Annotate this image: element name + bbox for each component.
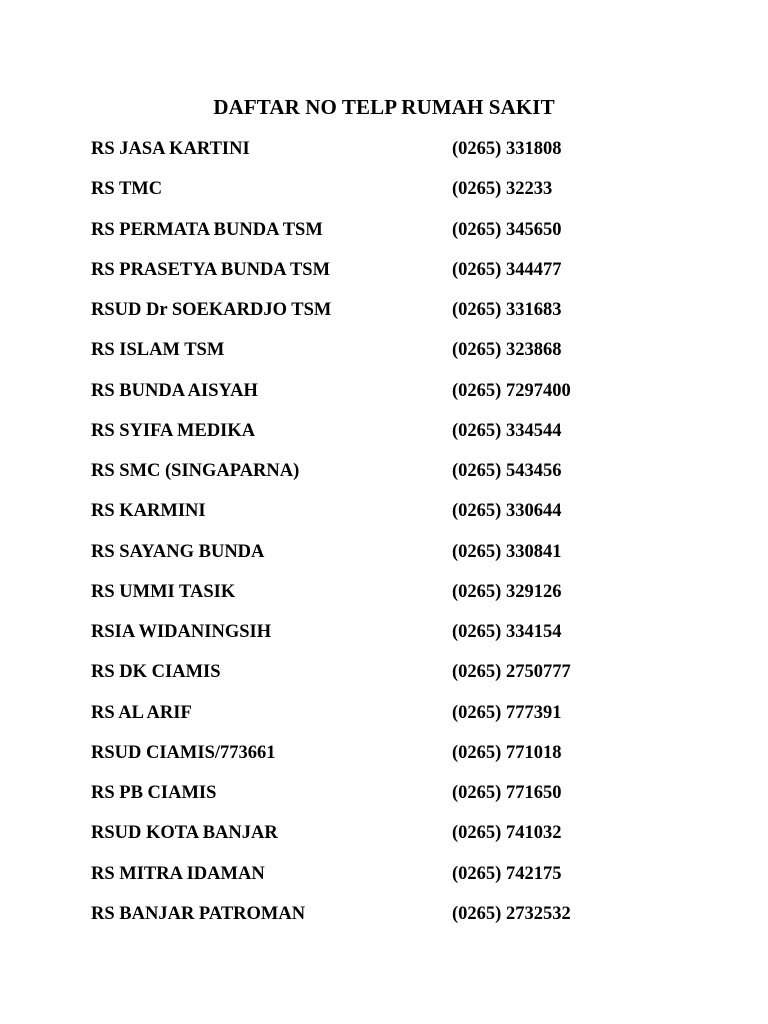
list-item xyxy=(91,335,711,375)
hospital-phone: (0265) 329126 xyxy=(452,581,562,602)
hospital-phone: (0265) 742175 xyxy=(452,863,562,884)
hospital-phone: (0265) 2732532 xyxy=(452,903,571,924)
hospital-name: RSUD CIAMIS/773661 xyxy=(91,742,276,763)
hospital-name: RS DK CIAMIS xyxy=(91,662,221,683)
list-item xyxy=(91,456,711,496)
hospital-phone: (0265) 345650 xyxy=(452,219,562,240)
hospital-phone: (0265) 323868 xyxy=(452,340,562,361)
hospital-name: RS UMMI TASIK xyxy=(91,581,236,602)
hospital-name: RS JASA KARTINI xyxy=(91,139,250,159)
hospital-phone: (0265) 7297400 xyxy=(452,380,571,401)
list-item xyxy=(91,738,711,778)
hospital-name: RS TMC xyxy=(91,179,163,200)
hospital-name: RSIA WIDANINGSIH xyxy=(91,622,272,642)
list-item xyxy=(91,818,711,858)
list-item xyxy=(91,174,711,214)
hospital-name: RS AL ARIF xyxy=(91,702,192,723)
hospital-phone: (0265) 331808 xyxy=(452,139,562,159)
list-item xyxy=(91,215,711,255)
list-item xyxy=(91,577,711,617)
list-item xyxy=(91,899,711,939)
list-item xyxy=(91,698,711,738)
hospital-name: RS SMC (SINGAPARNA) xyxy=(91,461,300,481)
page-title: DAFTAR NO TELP RUMAH SAKIT xyxy=(213,95,555,119)
hospital-phone: (0265) 334154 xyxy=(452,622,562,642)
hospital-phone: (0265) 543456 xyxy=(452,461,562,481)
list-item xyxy=(91,416,711,456)
hospital-name: RS ISLAM TSM xyxy=(91,340,225,361)
hospital-phone: (0265) 771650 xyxy=(452,783,562,803)
list-item xyxy=(91,617,711,657)
list-item xyxy=(91,859,711,899)
hospital-phone: (0265) 331683 xyxy=(452,300,562,320)
hospital-name: RS SYIFA MEDIKA xyxy=(91,420,256,441)
list-item xyxy=(91,778,711,818)
hospital-phone: (0265) 777391 xyxy=(452,702,562,723)
hospital-phone: (0265) 32233 xyxy=(452,179,553,200)
list-item xyxy=(91,295,711,335)
hospital-phone: (0265) 334544 xyxy=(452,420,562,441)
hospital-name: RS PB CIAMIS xyxy=(91,783,217,803)
list-item xyxy=(91,496,711,536)
hospital-phone-list xyxy=(91,134,711,939)
hospital-name: RSUD Dr SOEKARDJO TSM xyxy=(91,300,332,320)
list-item xyxy=(91,134,711,174)
hospital-name: RS MITRA IDAMAN xyxy=(91,863,265,884)
list-item xyxy=(91,657,711,697)
hospital-phone: (0265) 771018 xyxy=(452,742,562,763)
hospital-name: RS PERMATA BUNDA TSM xyxy=(91,219,323,240)
list-item xyxy=(91,376,711,416)
list-item xyxy=(91,255,711,295)
hospital-name: RS PRASETYA BUNDA TSM xyxy=(91,259,331,280)
hospital-phone: (0265) 2750777 xyxy=(452,662,571,683)
hospital-phone: (0265) 741032 xyxy=(452,823,562,844)
hospital-phone: (0265) 344477 xyxy=(452,259,562,280)
hospital-name: RSUD KOTA BANJAR xyxy=(91,823,278,844)
hospital-name: RS BANJAR PATROMAN xyxy=(91,903,306,924)
hospital-name: RS KARMINI xyxy=(91,501,206,522)
hospital-name: RS SAYANG BUNDA xyxy=(91,541,265,562)
hospital-phone: (0265) 330644 xyxy=(452,501,562,522)
hospital-phone: (0265) 330841 xyxy=(452,541,562,562)
list-item xyxy=(91,537,711,577)
hospital-name: RS BUNDA AISYAH xyxy=(91,380,258,401)
